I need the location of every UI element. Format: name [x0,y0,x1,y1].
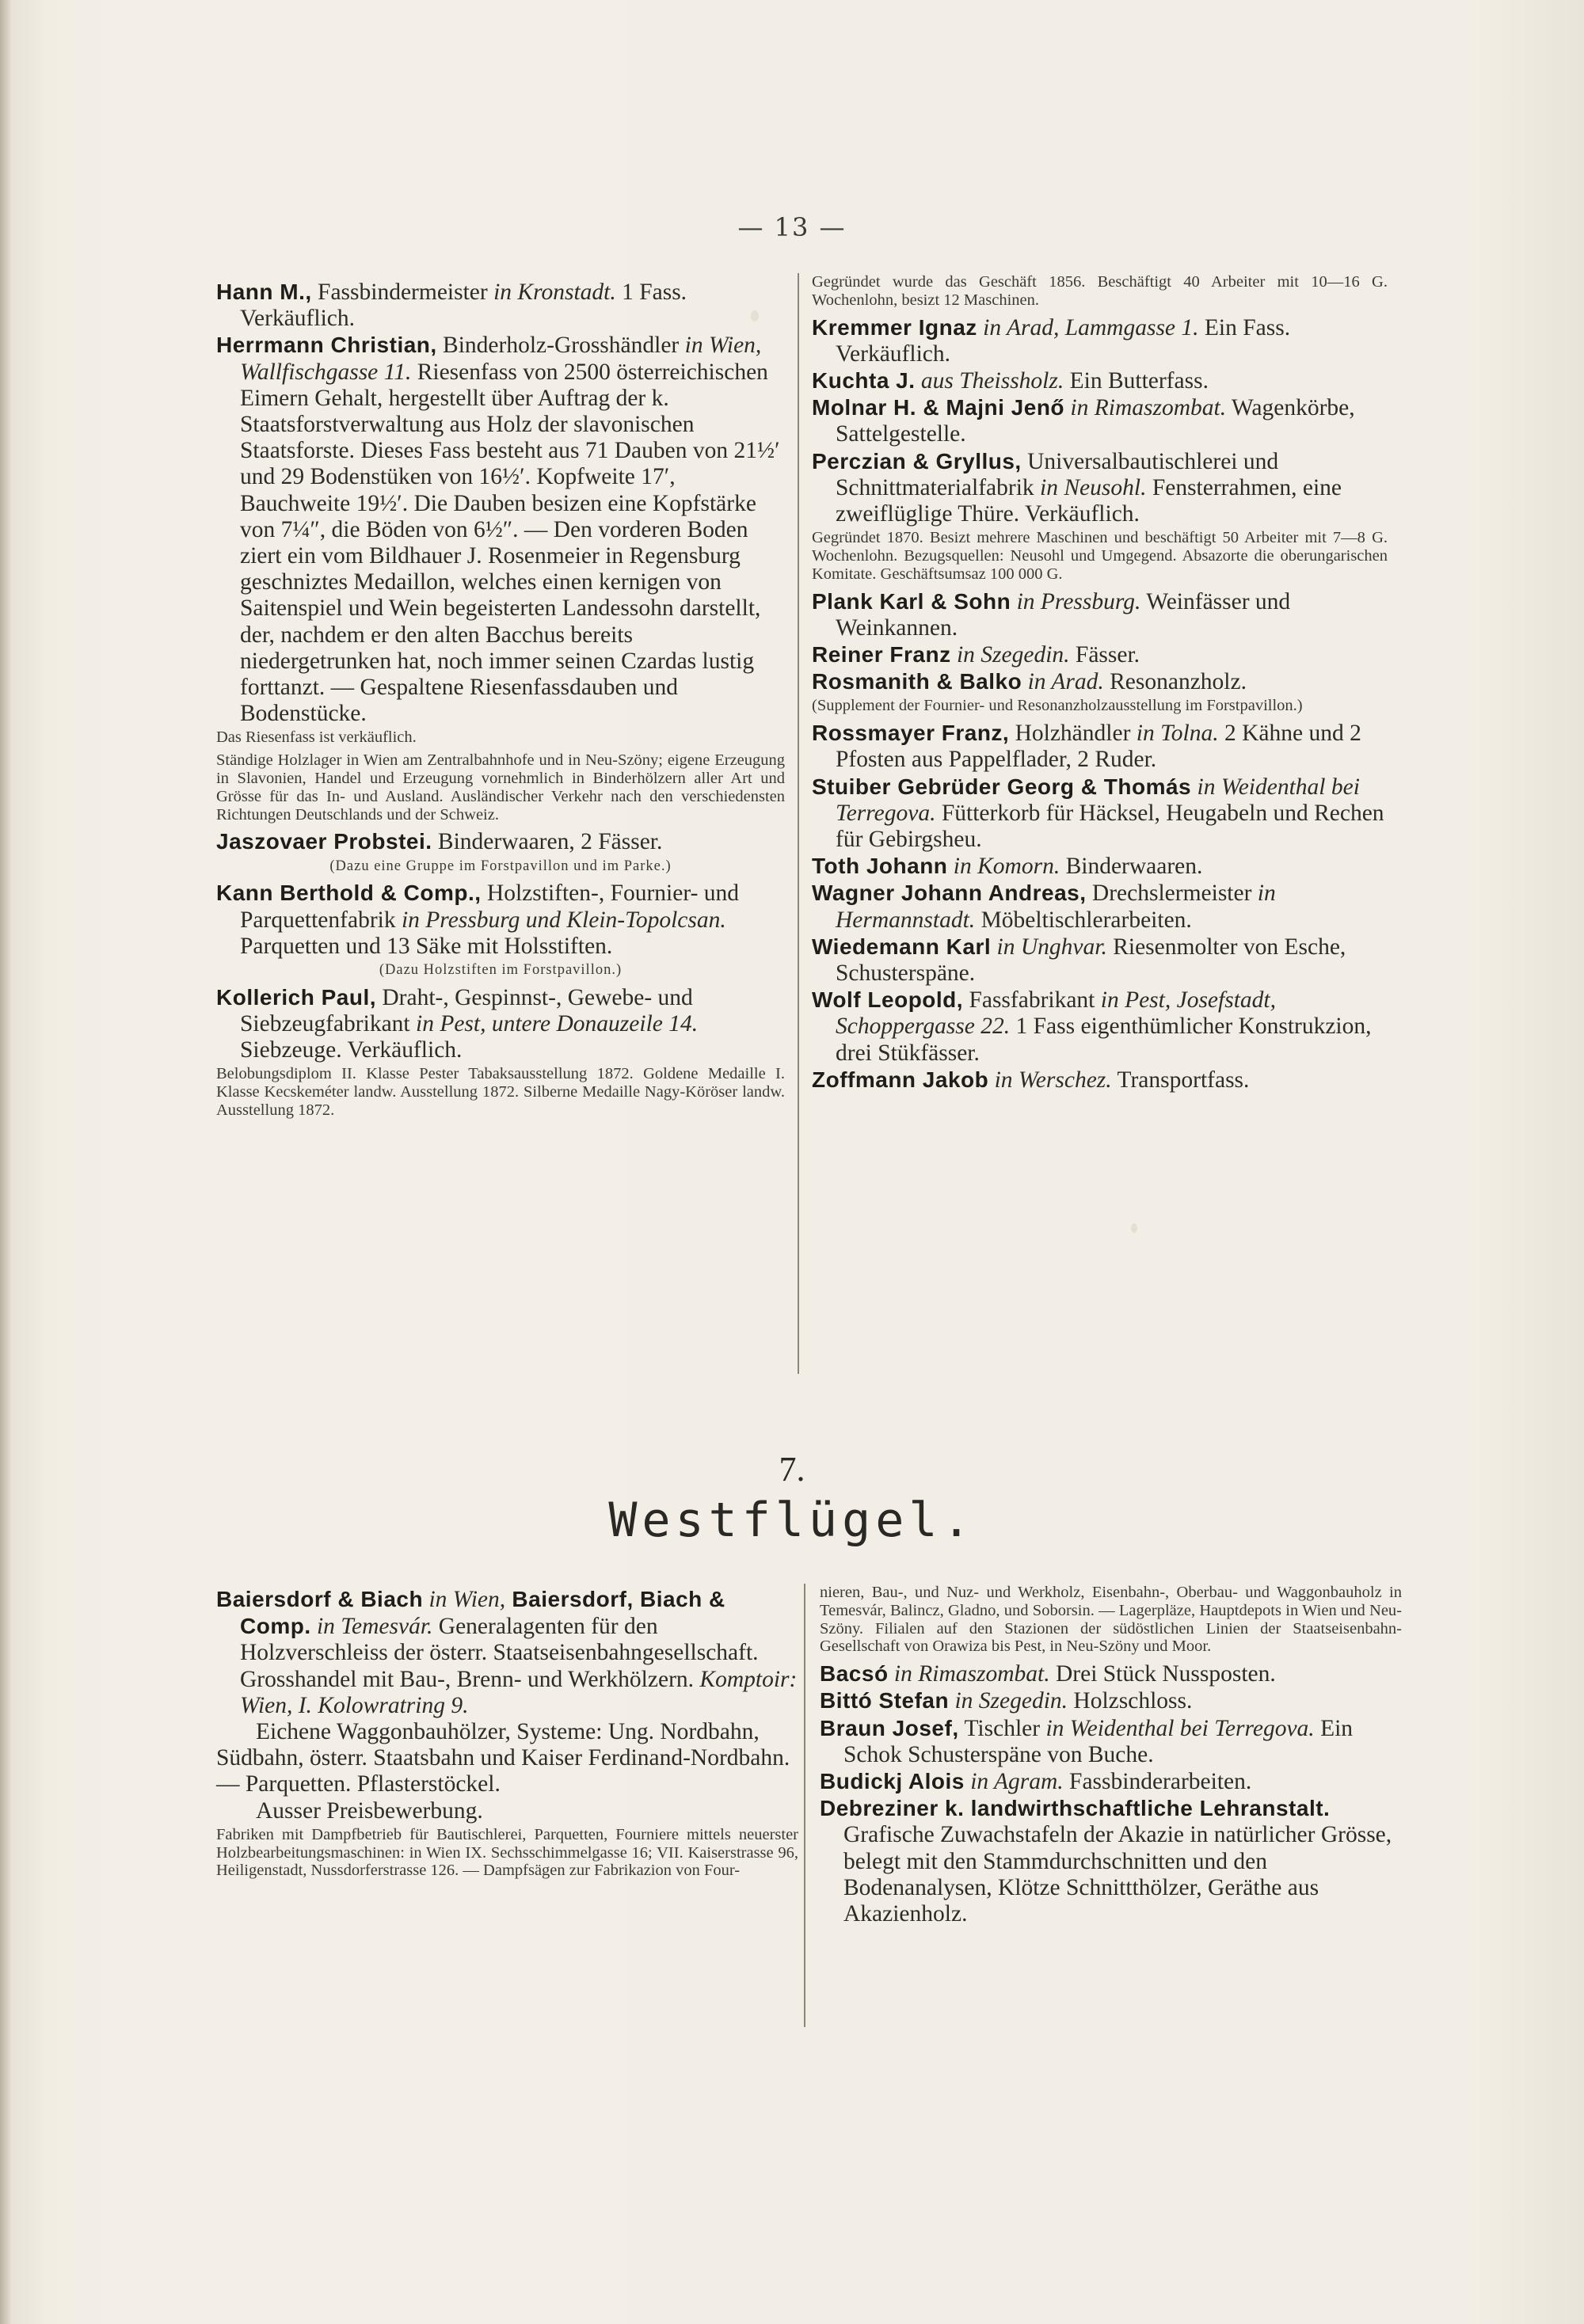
exhibitor-name: Wagner Johann Andreas, [812,881,1087,906]
entry-location: in Wien, [428,1587,506,1612]
entry-text: Universalbautischlerei und Schnittmaterialfabrik [836,448,1279,500]
entry-note: Das Riesenfass ist verkäuflich. [216,728,417,747]
entry-text: Tischler [958,1715,1046,1741]
entry-location: in Rimaszombat. [1070,395,1227,421]
entry-location: in Kronstadt. [493,280,616,305]
exhibitor-name: Molnar H. & Majni Jenő [812,395,1065,420]
exhibitor-name: Toth Johann [812,854,948,879]
exhibitor-name: Rosmanith & Balko [812,669,1022,694]
entry-text [991,934,996,960]
exhibitor-name: Plank Karl & Sohn [812,588,1011,614]
entry-description: Ein Butterfass. [1064,368,1209,394]
exhibitor-name: Baiersdorf & Biach [216,1587,424,1611]
exhibitor-name: Zoffmann Jakob [812,1067,989,1092]
exhibitor-entry [812,880,1388,933]
entry-location: in Weidenthal bei Terregova. [836,774,1360,826]
entry-note: (Dazu Holzstiften im Forstpavillon.) [379,962,623,979]
entry-description: Holzschloss. [1068,1688,1193,1714]
entry-description: Generalagenten für den Holzverschleiss der österr. Staatseisenbahngesellschaft. Grosshandel mit Bau-, Brenn- und Werkhölzern. [240,1614,759,1692]
exhibitor-entry [820,1715,1402,1768]
exhibitor-entry [812,1067,1388,1094]
entry-description: Weinfässer und Weinkannen. [836,588,1291,641]
exhibitor-name: Kann Berthold & Comp., [216,881,482,906]
entry-note: Fabriken mit Dampfbetrieb für Bautischlerei, Parquetten, Fourniere mittels neuerster Holzbearbeitungsmaschinen: in Wien IX. Sechsschimmelgasse 16; VII. Kaiserstrasse 96, Heiligenstadt, Nussdorferstrasse 126. — Dampfsägen zur Fabrikazion von Four- [216,1825,798,1880]
entry-text [1011,589,1016,614]
entry-text [988,1067,994,1093]
entry-paragraph: Eichene Waggonbauhölzer, Systeme: Ung. Nordbahn, Südbahn, österr. Staatsbahn und Kaiser Ferdinand-Nordbahn. — Parquetten. Pflasterstöckel. [216,1719,790,1797]
exhibitor-entry [812,394,1388,447]
exhibitor-name: Wiedemann Karl [812,934,992,959]
left-column-top [216,279,785,1124]
left-column-bottom [216,1586,798,1885]
entry-location: in Agram. [970,1769,1064,1794]
exhibitor-name: Hann M., [216,280,312,304]
exhibitor-name: Reiner Franz [812,642,951,668]
entry-description: Binderwaaren. [1060,854,1203,880]
exhibitor-entry [216,880,785,960]
exhibitor-name: Perczian & Gryllus, [812,448,1022,474]
entry-text: Holzhändler [1009,721,1137,747]
right-column-top [812,272,1388,1094]
entry-description: 1 Fass eigenthümlicher Konstrukzion, drei Stükfässer. [836,1014,1372,1066]
entry-location: in Pest, Josefstadt, Schoppergasse 22. [836,987,1276,1040]
exhibitor-name: Bacsó [820,1661,889,1687]
entry-description: Riesenmolter von Esche, Schusterspäne. [836,934,1346,987]
exhibitor-entry [812,588,1388,641]
exhibitor-name: Debreziner k. landwirthschaftliche Lehranstalt. [820,1796,1331,1821]
paper-stain [751,310,759,321]
entry-description: Drei Stück Nussposten. [1049,1661,1276,1687]
entry-description: Fassbinderarbeiten. [1063,1769,1252,1794]
entry-location: in Weidenthal bei Terregova. [1045,1715,1315,1741]
exhibitor-entry [820,1687,1402,1714]
entry-text: Binderholz-Grosshändler [436,333,685,359]
entry-description: Resonanzholz. [1103,669,1247,695]
column-divider-bottom [804,1584,805,2027]
entry-description: Wagenkörbe, Sattelgestelle. [836,395,1355,447]
entry-description: Riesenfass von 2500 österreichischen Eimern Gehalt, hergestellt über Auftrag der k. Staatsforstverwaltung aus Holz der slavonischen Staatsforste. Dieses Fass besteht aus 71 Dauben von 21½′ und 29 Bodenstüken von 16½′. Kopfweite 17′, Bauchweite 19½′. Die Dauben besizen eine Kopfstärke von 7¼″, die Böden von 6½″. — Den vorderen Boden ziert ein vom Bildhauer J. Rosenmeier in Regensburg geschniztes Medaillon, welches einen kernigen von Saitenspiel und Wein begeisterten Landessohn darstellt, der, nachdem er den alten Bacchus bereits niedergetrunken hat, noch immer seinen Czardas lustig forttanzt. — Gespaltene Riesenfassdauben und Bodenstücke. [240,359,780,727]
entry-text: Fassbindermeister [311,280,494,305]
exhibitor-entry [820,1768,1402,1795]
entry-note: Belobungsdiplom II. Klasse Pester Tabaksausstellung 1872. Goldene Medaille I. Klasse Kecskeméter landw. Ausstellung 1872. Silberne Medaille Nagy-Köröser landw. Ausstellung 1872. [216,1065,785,1120]
exhibitor-entry [820,1660,1402,1687]
entry-location: in Hermannstadt. [836,881,1276,933]
entry-description: Ein Fass. Verkäuflich. [836,314,1291,367]
exhibitor-name: Kollerich Paul, [216,984,376,1010]
exhibitor-entry [812,448,1388,528]
entry-paragraph: Ausser Preisbewerbung. [256,1797,483,1824]
exhibitor-entry [820,1795,1402,1927]
entry-location: in Wien, Wallfischgasse 11. [240,333,762,385]
entry-description: Fensterrahmen, eine zweiflüglige Thüre. Verkäuflich. [836,474,1342,527]
entry-location: in Komorn. [953,854,1060,880]
exhibitor-entry [812,367,1388,394]
entry-description: Siebzeuge. Verkäuflich. [240,1037,463,1063]
entry-location: in Neusohl. [1040,474,1147,500]
entry-location: Komptoir: Wien, I. Kolowratring 9. [240,1666,798,1718]
exhibitor-name: Rossmayer Franz, [812,721,1010,746]
entry-description: Transportfass. [1111,1067,1250,1093]
entry-note: nieren, Bau-, und Nuz- und Werkholz, Eisenbahn-, Oberbau- und Waggonbauholz in Temesvár, Balincz, Gladno, und Soborsin. — Lagerpläze, Hauptdepots in Wien und Neu-Szöny. Filialen auf den Stazionen der südöstlichen Linien der Staatseisenbahn-Gesellschaft von Orawiza bis Pest, in Neu-Szöny und Moor. [820,1584,1402,1656]
entry-location: in Szegedin. [954,1688,1068,1714]
exhibitor-entry [216,828,785,855]
entry-location: in Arad. [1027,669,1104,695]
entry-description: Fütterkorb für Häcksel, Heugabeln und Rechen für Gebirgsheu. [836,800,1384,853]
exhibitor-entry [812,720,1388,773]
entry-location: in Arad, Lammgasse 1. [983,314,1199,340]
column-divider-top [798,273,799,1374]
section-number: 7. [779,1450,805,1489]
entry-location: in Pressburg. [1016,588,1141,614]
entry-text: Draht-, Gespinnst-, Gewebe- und Siebzeugfabrikant [240,984,693,1037]
entry-note: (Supplement der Fournier- und Resonanzholzausstellung im Forstpavillon.) [812,697,1303,715]
right-column-bottom [820,1582,1402,1927]
exhibitor-name: Jaszovaer Probstei. [216,829,432,854]
exhibitor-name: Budickj Alois [820,1769,965,1793]
entry-location: in Temesvár. [316,1614,433,1640]
entry-description: Parquetten und 13 Säke mit Holsstiften. [240,933,613,959]
entry-text: Drechslermeister [1086,881,1258,907]
exhibitor-name: Bittó Stefan [820,1688,950,1714]
exhibitor-entry [812,987,1388,1067]
exhibitor-entry [812,774,1388,854]
entry-location: in Szegedin. [956,642,1070,668]
entry-text [889,1661,894,1687]
entry-note: (Dazu eine Gruppe im Forstpavillon und im Parke.) [329,858,672,874]
paper-stain [1131,1223,1137,1233]
exhibitor-entry [216,984,785,1064]
entry-location: in Pressburg und Klein-Topolcsan. [401,907,726,933]
entry-location: in Unghvar. [996,934,1107,960]
exhibitor-entry [812,853,1388,880]
entry-text: Binderwaaren, 2 Fässer. [432,829,663,855]
exhibitor-entry [812,934,1388,987]
entry-description: Fässer. [1069,642,1140,668]
entry-description: Möbeltischlerarbeiten. [975,907,1192,933]
exhibitor-name: Braun Josef, [820,1715,959,1740]
entry-note: Gegründet wurde das Geschäft 1856. Beschäftigt 40 Arbeiter mit 10—16 G. Wochenlohn, besizt 12 Maschinen. [812,273,1388,309]
entry-text [311,1614,317,1639]
entry-description: 2 Kähne und 2 Pfosten aus Pappelflader, 2 Ruder. [836,721,1361,773]
entry-note: Ständige Holzlager in Wien am Zentralbahnhofe und in Neu-Szöny; eigene Erzeugung in Slavonien, Handel und Erzeugung vornehmlich in Binderhölzern aller Art und Grösse für das In- und Ausland. Ausländischer Verkehr nach den verschiedensten Richtungen Deutschlands und der Schweiz. [216,751,785,823]
exhibitor-entry [216,332,785,727]
page-number: — 13 — [737,212,847,242]
exhibitor-name: Baiersdorf, Biach & Comp. [240,1587,725,1639]
entry-text [947,854,953,879]
exhibitor-name: Herrmann Christian, [216,333,437,358]
entry-location: aus Theissholz. [920,368,1064,394]
entry-location: in Rimaszombat. [893,1661,1050,1687]
entry-text [916,368,921,394]
exhibitor-name: Wolf Leopold, [812,987,964,1013]
exhibitor-name: Stuiber Gebrüder Georg & Thomás [812,774,1192,799]
exhibitor-name: Kremmer Ignaz [812,314,977,340]
entry-location: in Werschez. [994,1067,1112,1093]
entry-text: Fassfabrikant [963,987,1101,1014]
entry-text [1191,774,1197,800]
entry-note: Gegründet 1870. Besizt mehrere Maschinen und beschäftigt 50 Arbeiter mit 7—8 G. Wochenlohn. Bezugsquellen: Neusohl und Umgegend. Absazorte die oberungarischen Komitate. Geschäftsumsaz 100 000 G. [812,529,1388,583]
section-title: Westflügel. [608,1493,976,1548]
exhibitor-entry [216,279,785,332]
entry-text [1022,669,1027,694]
exhibitor-entry [812,314,1388,367]
entry-text: Holzstiften-, Fournier- und Parquettenfabrik [240,881,740,933]
entry-location: in Tolna. [1136,721,1219,747]
entry-description: Ein Schok Schusterspäne von Buche. [843,1715,1354,1767]
entry-location: in Pest, untere Donauzeile 14. [416,1011,699,1037]
exhibitor-entry [812,668,1388,695]
exhibitor-name: Kuchta J. [812,368,916,393]
exhibitor-entry [216,1586,798,1719]
entry-description: 1 Fass. Verkäuflich. [240,280,687,332]
entry-text [951,642,957,668]
exhibitor-entry [812,641,1388,668]
entry-description: Grafische Zuwachstafeln der Akazie in natürlicher Grösse, belegt mit den Stammdurchschnitten und den Bodenanalysen, Klötze Schnittthölzer, Geräthe aus Akazienholz. [843,1822,1392,1927]
